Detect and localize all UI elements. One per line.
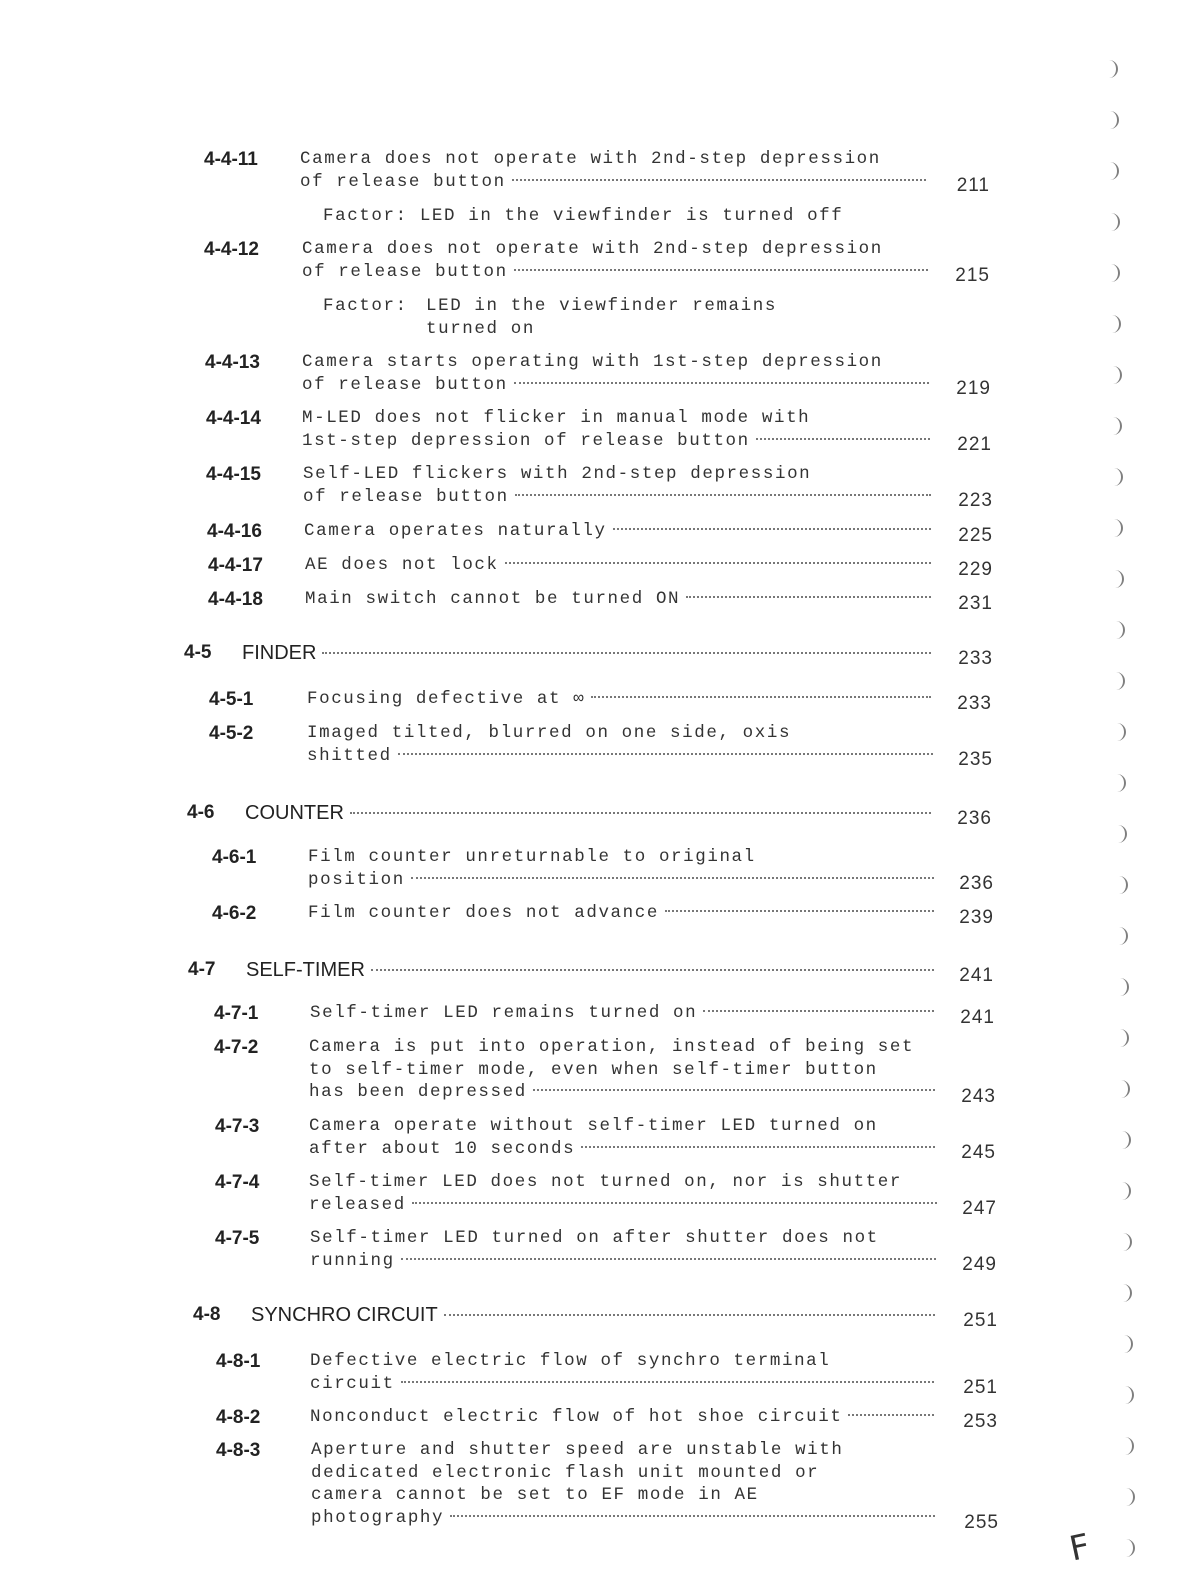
page-number: 251: [963, 1377, 998, 1398]
entry-title-line: Nonconduct electric flow of hot shoe circuit: [310, 1407, 843, 1427]
page-number: 245: [961, 1142, 996, 1163]
page-number: 236: [957, 808, 992, 829]
toc-section: [188, 958, 994, 984]
entry-title-line: dedicated electronic flash unit mounted or: [311, 1462, 820, 1483]
dot-leader: [450, 1515, 935, 1517]
section-title: COUNTER: [245, 802, 344, 824]
margin-mark: [1122, 1284, 1132, 1302]
dot-leader: [350, 812, 931, 814]
margin-mark: [1112, 366, 1122, 384]
toc-entry: [214, 1036, 996, 1105]
toc-entry: [209, 722, 993, 768]
page-number: 231: [958, 593, 993, 614]
toc-entry: [212, 902, 994, 926]
factor-note: turned on: [426, 319, 535, 339]
entry-title-line: Aperture and shutter speed are unstable with: [311, 1440, 844, 1460]
entry-number: 4-5-1: [209, 689, 254, 710]
entry-number: 4-4-18: [208, 589, 263, 610]
entry-title-line: Camera does not operate with 2nd-step depression: [302, 239, 883, 259]
entry-number: 4-7-2: [214, 1037, 259, 1058]
margin-mark: [1115, 672, 1125, 690]
margin-mark: [1115, 621, 1125, 639]
toc-entry: [204, 148, 990, 194]
entry-title-line: of release button: [300, 171, 506, 192]
margin-mark: [1122, 1233, 1132, 1251]
toc-entry: [204, 238, 990, 284]
page-number: 221: [957, 434, 992, 455]
entry-title-line: after about 10 seconds: [309, 1138, 576, 1159]
entry-number: 4-4-16: [207, 521, 262, 542]
margin-mark: [1116, 774, 1126, 792]
entry-number: 4-4-13: [205, 352, 260, 373]
toc-entry: [216, 1439, 999, 1531]
entry-title-line: released: [309, 1194, 406, 1215]
toc-entry: [215, 1171, 997, 1217]
dot-leader: [514, 269, 928, 271]
page-number: 239: [959, 907, 994, 928]
page-number: 255: [964, 1512, 999, 1533]
dot-leader: [665, 910, 934, 912]
section-number: 4-6: [187, 802, 215, 823]
toc-entry: [208, 588, 993, 612]
entry-title-line: of release button: [302, 261, 508, 282]
page-number: 236: [959, 873, 994, 894]
margin-mark: [1118, 927, 1128, 945]
toc-entry: [212, 846, 994, 892]
entry-title-line: Camera operates naturally: [304, 521, 607, 541]
page-number: 241: [959, 965, 994, 986]
entry-title-line: running: [310, 1250, 395, 1271]
margin-mark: [1109, 111, 1119, 129]
dot-leader: [581, 1146, 935, 1148]
margin-mark: [1121, 1182, 1131, 1200]
entry-title-line: Self-timer LED does not turned on, nor is shutter: [309, 1172, 902, 1192]
toc-entry: [209, 688, 992, 712]
entry-number: 4-4-15: [206, 464, 261, 485]
margin-mark: [1124, 1386, 1134, 1404]
entry-number: 4-4-11: [204, 149, 258, 170]
margin-mark: [1113, 519, 1123, 537]
margin-mark: [1112, 417, 1122, 435]
entry-number: 4-7-1: [214, 1003, 259, 1024]
entry-title-line: Imaged tilted, blurred on one side, oxis: [307, 723, 792, 743]
margin-mark: [1123, 1335, 1133, 1353]
toc-entry: [216, 1406, 998, 1430]
entry-title-line: Film counter does not advance: [308, 903, 659, 923]
entry-title-line: Camera does not operate with 2nd-step depression: [300, 149, 881, 169]
margin-mark: [1125, 1488, 1135, 1506]
page-number: 251: [963, 1310, 998, 1331]
entry-title-line: 1st-step depression of release button: [302, 430, 750, 451]
entry-number: 4-4-17: [208, 555, 263, 576]
dot-leader: [411, 877, 934, 879]
page-number: 215: [955, 265, 990, 286]
dot-leader: [401, 1381, 934, 1383]
entry-title-line: position: [308, 869, 405, 890]
dot-leader: [686, 596, 931, 598]
page-number: 211: [956, 175, 990, 196]
margin-mark: [1111, 315, 1121, 333]
section-number: 4-8: [193, 1304, 221, 1325]
page-number: 243: [961, 1086, 996, 1107]
page-number: 229: [958, 559, 993, 580]
dot-leader: [401, 1258, 936, 1260]
dot-leader: [591, 696, 931, 698]
page-number: 241: [960, 1007, 995, 1028]
toc-entry: [205, 351, 991, 397]
margin-mark: [1119, 978, 1129, 996]
margin-mark: [1118, 876, 1128, 894]
toc-entry: [208, 554, 993, 578]
dot-leader: [703, 1010, 934, 1012]
entry-number: 4-7-4: [215, 1172, 260, 1193]
margin-mark: [1117, 825, 1127, 843]
margin-mark: [1119, 1029, 1129, 1047]
dot-leader: [533, 1089, 935, 1091]
dot-leader: [512, 179, 926, 181]
entry-number: 4-8-2: [216, 1407, 261, 1428]
entry-title-line: has been depressed: [309, 1082, 527, 1102]
toc-entry: [207, 520, 993, 544]
page-number: 235: [958, 749, 993, 770]
entry-title-line: Self-timer LED turned on after shutter does not: [310, 1228, 879, 1248]
dot-leader: [613, 528, 931, 530]
entry-number: 4-8-1: [216, 1351, 261, 1372]
margin-mark: [1108, 60, 1118, 78]
section-title: SYNCHRO CIRCUIT: [251, 1304, 438, 1326]
page-number: 249: [962, 1254, 997, 1275]
toc-entry: [206, 463, 993, 509]
page-number: 223: [958, 490, 993, 511]
entry-title-line: Focusing defective at ∞: [307, 689, 586, 709]
toc-section: [187, 801, 992, 827]
dot-leader: [322, 652, 931, 654]
dot-leader: [444, 1314, 935, 1316]
entry-title-line: of release button: [303, 486, 509, 507]
entry-number: 4-4-14: [206, 408, 261, 429]
dot-leader: [371, 969, 934, 971]
margin-mark: [1124, 1437, 1134, 1455]
dot-leader: [412, 1202, 937, 1204]
factor-label: Factor:: [323, 296, 408, 316]
toc-section: [184, 641, 993, 667]
entry-title-line: of release button: [302, 374, 508, 395]
margin-mark: [1113, 468, 1123, 486]
entry-number: 4-8-3: [216, 1440, 261, 1461]
margin-mark: [1110, 213, 1120, 231]
toc-entry: [206, 407, 992, 453]
entry-title-line: Defective electric flow of synchro terminal: [310, 1351, 831, 1371]
toc-section: [193, 1303, 998, 1329]
entry-title-line: Self-LED flickers with 2nd-step depression: [303, 464, 812, 484]
entry-title-line: Film counter unreturnable to original: [308, 847, 756, 867]
entry-title-line: shitted: [307, 745, 392, 766]
entry-title-line: Self-timer LED remains turned on: [310, 1003, 698, 1023]
entry-number: 4-6-1: [212, 847, 257, 868]
entry-title-line: to self-timer mode, even when self-timer button: [309, 1059, 878, 1080]
margin-mark: [1120, 1080, 1130, 1098]
toc-entry: [214, 1002, 995, 1026]
dot-leader: [515, 494, 931, 496]
margin-mark: [1109, 162, 1119, 180]
dot-leader: [756, 438, 930, 440]
entry-title-line: Main switch cannot be turned ON: [305, 589, 681, 609]
margin-mark: [1116, 723, 1126, 741]
entry-number: 4-5-2: [209, 723, 254, 744]
page-number: 219: [956, 378, 991, 399]
section-number: 4-7: [188, 959, 216, 980]
page-number: 253: [963, 1411, 998, 1432]
factor-note: Factor: LED in the viewfinder is turned off: [323, 206, 844, 226]
entry-number: 4-4-12: [204, 239, 259, 260]
entry-title-line: M-LED does not flicker in manual mode with: [302, 408, 811, 428]
entry-title-line: Camera operate without self-timer LED turned on: [309, 1116, 878, 1136]
margin-mark: [1110, 264, 1120, 282]
entry-title-line: photography: [311, 1507, 445, 1528]
entry-number: 4-7-5: [215, 1228, 260, 1249]
page-number: 233: [957, 693, 992, 714]
dot-leader: [848, 1414, 934, 1416]
factor-note: LED in the viewfinder remains: [426, 296, 777, 316]
margin-mark: [1114, 570, 1124, 588]
page-number: 247: [962, 1198, 997, 1219]
entry-number: 4-6-2: [212, 903, 257, 924]
entry-title-line: camera cannot be set to EF mode in AE: [311, 1485, 759, 1505]
dot-leader: [398, 753, 933, 755]
entry-title-line: AE does not lock: [305, 555, 499, 575]
toc-entry: [215, 1115, 996, 1161]
entry-title-line: Camera is put into operation, instead of being set: [309, 1037, 915, 1057]
entry-title-line: circuit: [310, 1373, 395, 1394]
section-number: 4-5: [184, 642, 212, 663]
page-number: 233: [958, 648, 993, 669]
handwritten-mark: F: [1066, 1526, 1094, 1570]
dot-leader: [514, 382, 929, 384]
section-title: FINDER: [242, 642, 317, 664]
entry-number: 4-7-3: [215, 1116, 260, 1137]
toc-entry: [216, 1350, 998, 1396]
toc-entry: [215, 1227, 997, 1273]
margin-mark: [1125, 1539, 1135, 1557]
margin-mark: [1121, 1131, 1131, 1149]
dot-leader: [505, 562, 931, 564]
section-title: SELF-TIMER: [246, 959, 365, 981]
entry-title-line: Camera starts operating with 1st-step depression: [302, 352, 883, 372]
page-number: 225: [958, 525, 993, 546]
